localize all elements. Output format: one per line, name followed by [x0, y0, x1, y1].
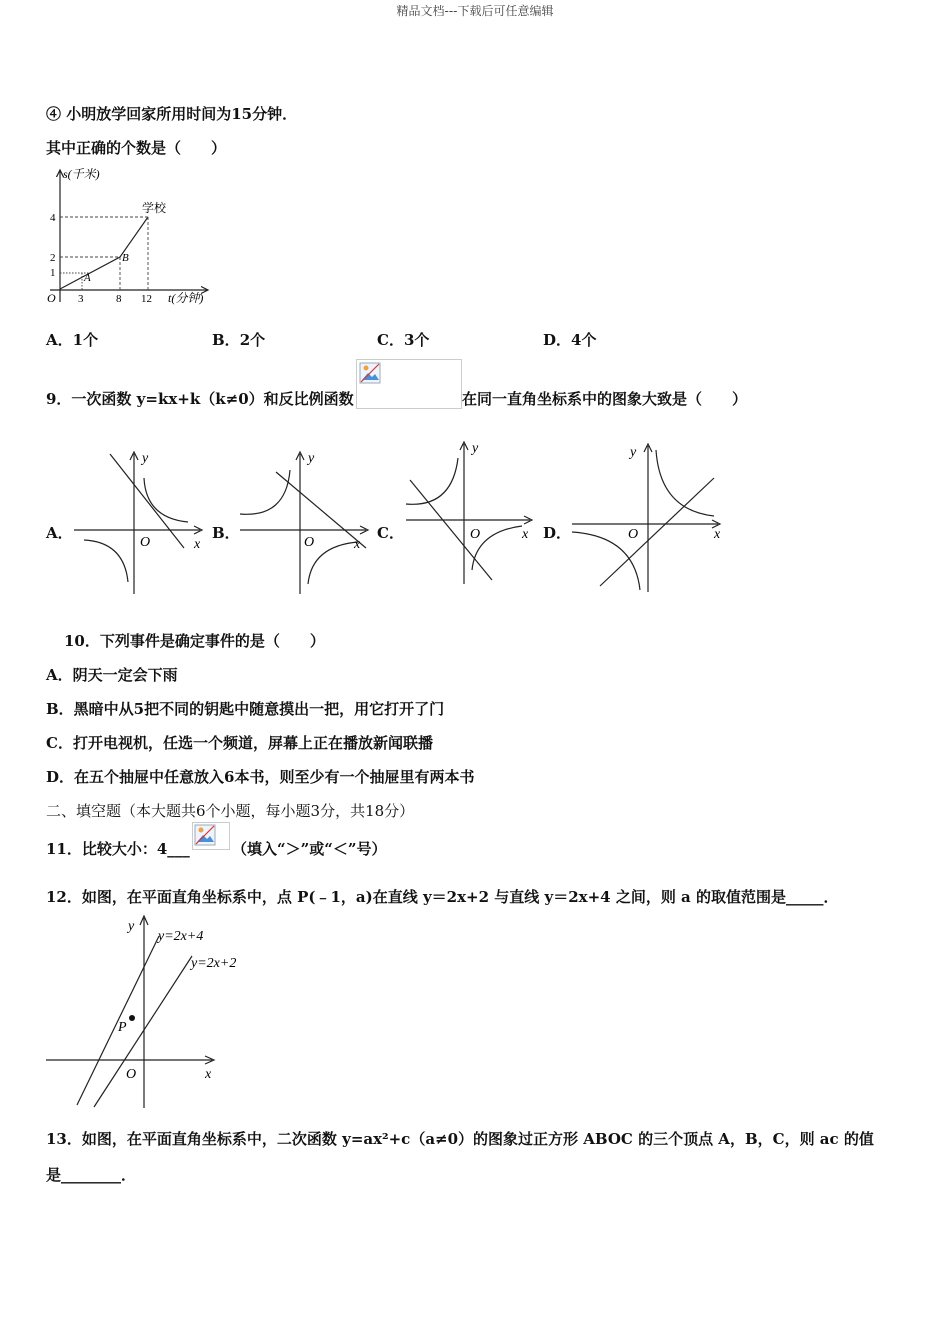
point-b-label: B [122, 252, 129, 264]
broken-image-icon [359, 362, 381, 384]
origin-label: O [628, 527, 639, 542]
q11-formula-image [192, 822, 230, 850]
x-tick-12: 12 [141, 293, 152, 305]
q11-text-after: （填入“＞”或“＜”号） [232, 840, 387, 858]
q9-option-a-label: A． [46, 524, 73, 542]
q8-option-d: D．4个 [543, 331, 597, 349]
y-label: y [308, 451, 315, 466]
y-label: y [142, 451, 149, 466]
line-y-2x-plus-2 [94, 956, 192, 1107]
page-header: 精品文档---下载后可任意编辑 [396, 4, 554, 18]
x-label: x [714, 527, 721, 542]
hyperbola-branch-1 [144, 478, 188, 522]
q9-formula-image [356, 359, 462, 409]
y-tick-2: 2 [50, 252, 56, 264]
origin-label: O [47, 291, 56, 305]
line-label-1: y=2x+4 [158, 929, 204, 944]
q8-prompt: 其中正确的个数是（ ） [46, 139, 227, 157]
q10-option-a: A．阴天一定会下雨 [46, 666, 178, 684]
q8-distance-time-graph [40, 164, 220, 310]
q12-graph [40, 912, 240, 1112]
q9-text-before: 9．一次函数 y=kx+k（k≠0）和反比例函数 [46, 390, 354, 408]
q9-graph-a [70, 448, 210, 596]
q8-item-4: ④ 小明放学回家所用时间为15分钟． [46, 105, 298, 123]
journey-line [60, 217, 148, 289]
hyperbola-branch-1 [240, 470, 290, 514]
q9-option-d-label: D． [543, 524, 572, 542]
origin-label: O [304, 535, 315, 550]
q9-graph-c [402, 436, 542, 586]
q9-option-c-label: C． [377, 524, 404, 542]
x-label: x [194, 537, 201, 552]
q10-title: 10．下列事件是确定事件的是（ ） [64, 632, 325, 650]
school-label: 学校 [142, 201, 167, 215]
q9-text-after: 在同一直角坐标系中的图象大致是（ ） [462, 390, 748, 408]
q13-line-1: 13．如图，在平面直角坐标系中，二次函数 y=ax²+c（a≠0）的图象过正方形 ABOC 的三个顶点 A，B，C，则 ac 的值 [46, 1130, 874, 1148]
q11-text-before: 11．比较大小：4___ [46, 840, 190, 858]
linear-line [276, 472, 366, 548]
q8-option-a: A．1个 [46, 331, 99, 349]
x-tick-3: 3 [78, 293, 84, 305]
q8-option-c: C．3个 [377, 331, 430, 349]
y-label: y [472, 441, 479, 456]
hyperbola-branch-2 [308, 542, 358, 584]
y-axis-label: s(千米) [63, 167, 100, 181]
point-p-label: P [118, 1020, 127, 1035]
y-tick-4: 4 [50, 212, 56, 224]
q10-option-c: C．打开电视机，任选一个频道，屏幕上正在播放新闻联播 [46, 734, 433, 752]
linear-line [110, 454, 184, 548]
x-label: x [354, 537, 361, 552]
y-label: y [128, 919, 135, 934]
line-label-2: y=2x+2 [191, 956, 237, 971]
linear-line [600, 478, 714, 586]
x-tick-8: 8 [116, 293, 122, 305]
point-p [129, 1015, 135, 1021]
x-axis-label: t(分钟) [168, 291, 204, 305]
q9-option-b-label: B． [212, 524, 240, 542]
origin-label: O [126, 1067, 137, 1082]
q8-option-b: B．2个 [212, 331, 266, 349]
origin-label: O [470, 527, 481, 542]
q12-text: 12．如图，在平面直角坐标系中，点 P(﹣1，a)在直线 y＝2x+2 与直线 y＝2x+4 之间，则 a 的取值范围是_____． [46, 888, 839, 906]
q10-option-d: D．在五个抽屉中任意放入6本书，则至少有一个抽屉里有两本书 [46, 768, 475, 786]
section-2-heading: 二、填空题（本大题共6个小题，每小题3分，共18分） [46, 802, 415, 820]
y-label: y [630, 445, 637, 460]
q9-graph-d [568, 440, 728, 594]
point-a-label: A [84, 272, 91, 284]
hyperbola-branch-2 [84, 540, 128, 582]
q13-line-2: 是________． [46, 1166, 137, 1184]
broken-image-icon [194, 824, 216, 846]
y-tick-1: 1 [50, 267, 56, 279]
q10-option-b: B．黑暗中从5把不同的钥匙中随意摸出一把，用它打开了门 [46, 700, 445, 718]
origin-label: O [140, 535, 151, 550]
x-label: x [522, 527, 529, 542]
q9-graph-b [236, 448, 376, 596]
hyperbola-branch-1 [406, 458, 458, 504]
x-label: x [205, 1067, 212, 1082]
